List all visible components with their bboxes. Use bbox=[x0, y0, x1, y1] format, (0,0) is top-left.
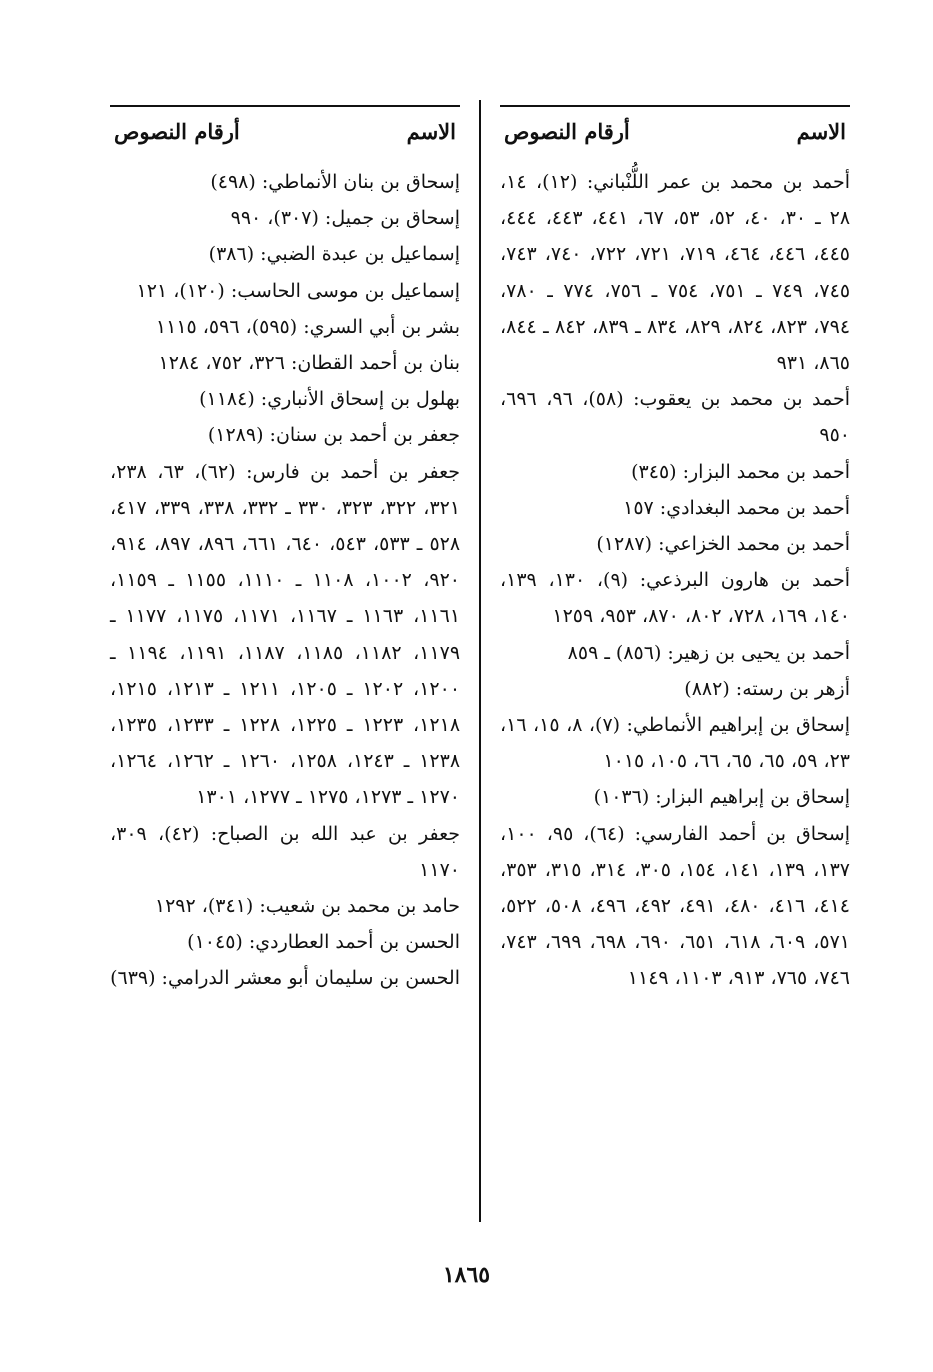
numbers-column-label: أرقام النصوص bbox=[504, 119, 630, 144]
column-separator bbox=[479, 100, 481, 1222]
index-entry: جعفر بن أحمد بن فارس: (٦٢)، ٦٣، ٢٣٨، ٣٢١، ٣٢٢، ٣٢٣، ٣٣٠ ـ ٣٣٢، ٣٣٨، ٣٣٩، ٤١٧، ٥٢٨ ـ ٥٣٣، ٥٤٣، ٦٤٠، ٦٦١، ٨٩٦، ٨٩٧، ٩١٤، ٩٢٠، ١٠٠٢، ١١٠٨ ـ ١١١٠، ١١٥٥ ـ ١١٥٩، ١١٦١، ١١٦٣ ـ ١١٦٧، ١١٧١، ١١٧٥، ١١٧٧ ـ ١١٧٩، ١١٨٢، ١١٨٥، ١١٨٧، ١١٩١، ١١٩٤ ـ ١٢٠٠، ١٢٠٢ ـ ١٢٠٥، ١٢١١ ـ ١٢١٣، ١٢١٥، ١٢١٨، ١٢٢٣ ـ ١٢٢٥، ١٢٢٨ ـ ١٢٣٣، ١٢٣٥، ١٢٣٨ ـ ١٢٤٣، ١٢٥٨، ١٢٦٠ ـ ١٢٦٢، ١٢٦٤، ١٢٧٠ ـ ١٢٧٣، ١٢٧٥ ـ ١٢٧٧، ١٣٠١ bbox=[110, 460, 461, 809]
index-entry: إسحاق بن جميل: (٣٠٧)، ٩٩٠ bbox=[230, 207, 460, 230]
index-entry: حامد بن محمد بن شعيب: (٣٤١)، ١٢٩٢ bbox=[154, 895, 460, 918]
index-entry: إسحاق بن بنان الأنماطي: (٤٩٨) bbox=[210, 171, 460, 193]
index-entry: إسحاق بن إبراهيم البزار: (١٠٣٦) bbox=[593, 786, 850, 809]
index-entry: جعفر بن عبد الله بن الصباح: (٤٢)، ٣٠٩، ١١٧٠ bbox=[110, 822, 460, 881]
index-entry: إسماعيل بن عبدة الضبي: (٣٨٦) bbox=[208, 243, 460, 266]
column-header bbox=[110, 107, 460, 164]
index-entry: بنان بن أحمد القطان: ٣٢٦، ٧٥٢، ١٢٨٤ bbox=[158, 352, 460, 375]
index-entry: إسحاق بن أحمد الفارسي: (٦٤)، ٩٥، ١٠٠، ١٣٧، ١٣٩، ١٤١، ١٥٤، ٣٠٥، ٣١٤، ٣١٥، ٣٥٣، ٤١٤، ٤١٦، ٤٨٠، ٤٩١، ٤٩٢، ٤٩٦، ٥٠٨، ٥٢٢، ٥٧١، ٦٠٩، ٦١٨، ٦٥١، ٦٩٠، ٦٩٨، ٦٩٩، ٧٤٣، ٧٤٦، ٧٦٥، ٩١٣، ١١٠٣، ١١٤٩ bbox=[500, 822, 851, 990]
numbers-column-label: أرقام النصوص bbox=[114, 119, 240, 144]
index-entries bbox=[500, 164, 850, 997]
index-entries bbox=[110, 164, 460, 997]
column-header bbox=[500, 107, 850, 164]
index-entry: أزهر بن رسته: (٨٨٢) bbox=[684, 677, 850, 700]
index-entry: بشر بن أبي السري: (٥٩٥)، ٥٩٦، ١١١٥ bbox=[155, 315, 460, 338]
index-entry: الحسن بن سليمان أبو معشر الدرامي: (٦٣٩) bbox=[110, 967, 460, 990]
name-column-label: الاسم bbox=[796, 119, 846, 144]
name-column-label: الاسم bbox=[406, 119, 456, 144]
index-entry: إسماعيل بن موسى الحاسب: (١٢٠)، ١٢١ bbox=[136, 279, 460, 302]
index-entry: أحمد بن محمد البزار: (٣٤٥) bbox=[631, 460, 850, 483]
page-number: ١٨٦٥ bbox=[442, 1262, 491, 1288]
index-entry: الحسن بن أحمد العطاردي: (١٠٤٥) bbox=[187, 931, 460, 954]
index-entry: بهلول بن إسحاق الأنباري: (١١٨٤) bbox=[199, 388, 460, 411]
left-column bbox=[110, 105, 460, 997]
right-column bbox=[500, 105, 850, 997]
index-entry: جعفر بن أحمد بن سنان: (١٢٨٩) bbox=[207, 424, 460, 447]
index-entry: أحمد بن محمد الخزاعي: (١٢٨٧) bbox=[596, 533, 850, 556]
index-entry: أحمد بن محمد البغدادي: ١٥٧ bbox=[623, 496, 850, 519]
index-entry: أحمد بن هارون البرذعي: (٩)، ١٣٠، ١٣٩، ١٤٠، ١٦٩، ٧٢٨، ٨٠٢، ٨٧٠، ٩٥٣، ١٢٥٩ bbox=[500, 569, 850, 628]
index-entry: إسحاق بن إبراهيم الأنماطي: (٧)، ٨، ١٥، ١٦، ٢٣، ٥٩، ٦٥، ٦٥، ٦٦، ١٠٥، ١٠١٥ bbox=[500, 714, 850, 773]
index-entry: أحمد بن محمد بن عمر اللُّنْباني: (١٢)، ١٤، ٢٨ ـ ٣٠، ٤٠، ٥٢، ٥٣، ٦٧، ٤٤١، ٤٤٣، ٤٤٤، ٤٤٥، ٤٤٦، ٤٦٤، ٧١٩، ٧٢١، ٧٢٢، ٧٤٠، ٧٤٣، ٧٤٥، ٧٤٩ ـ ٧٥١، ٧٥٤ ـ ٧٥٦، ٧٧٤ ـ ٧٨٠، ٧٩٤، ٨٢٣، ٨٢٤، ٨٢٩، ٨٣٤ ـ ٨٣٩، ٨٤٢ ـ ٨٤٤، ٨٦٥، ٩٣١ bbox=[500, 171, 851, 375]
index-entry: أحمد بن يحيى بن زهير: (٨٥٦) ـ ٨٥٩ bbox=[567, 641, 850, 664]
index-entry: أحمد بن محمد بن يعقوب: (٥٨)، ٩٦، ٦٩٦، ٩٥٠ bbox=[500, 388, 850, 447]
